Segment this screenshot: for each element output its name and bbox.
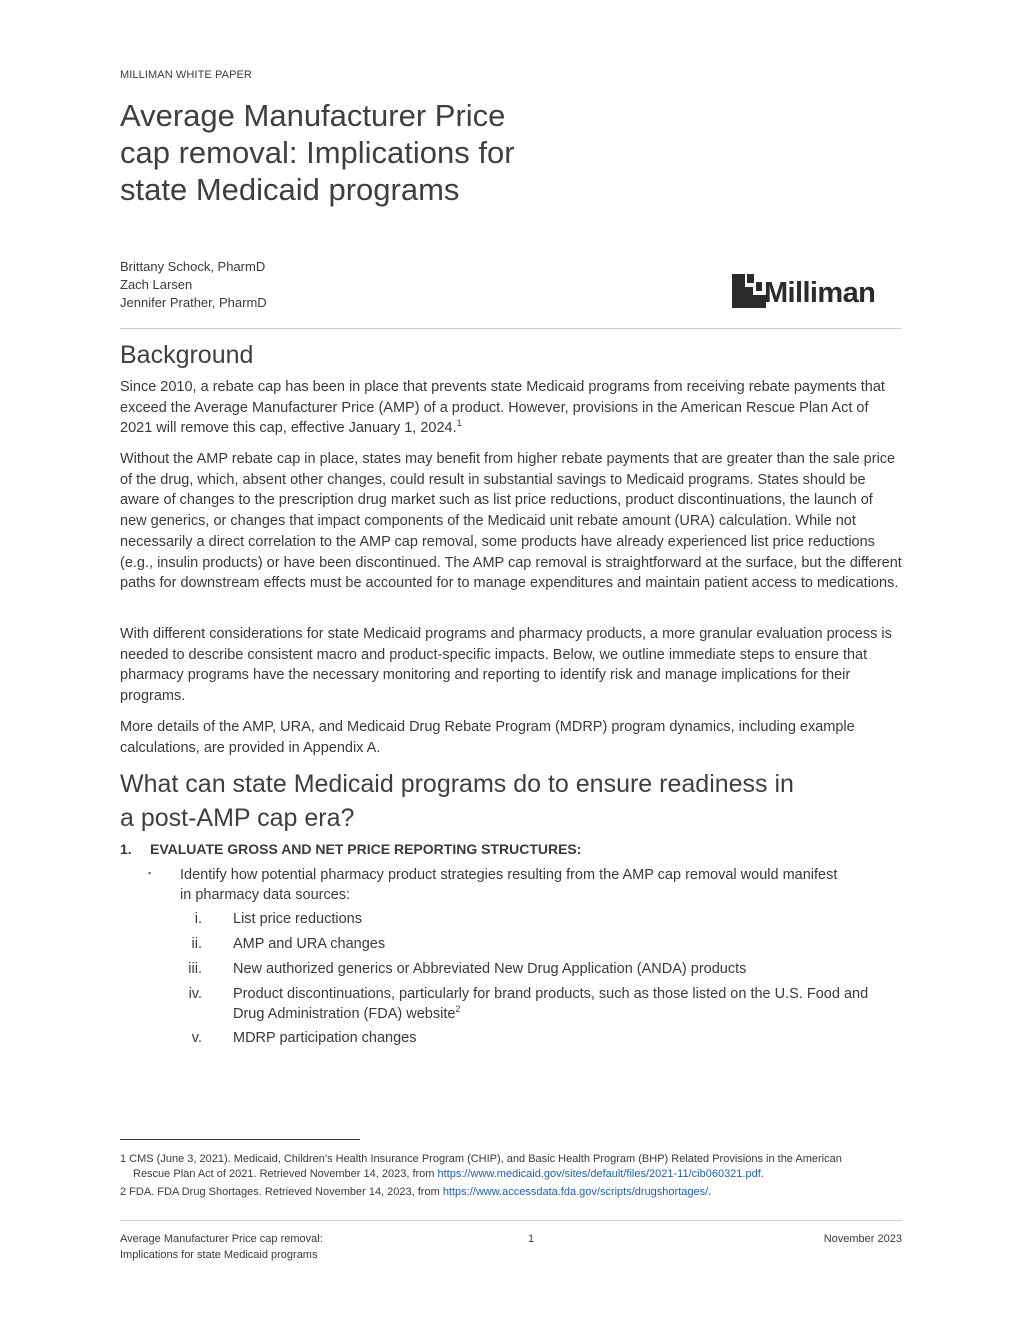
- footnote-text-tail: .: [760, 1168, 764, 1180]
- paragraph: With different considerations for state Medicaid programs and pharmacy products, a more granular evaluation process is needed to describe consistent macro and product-specific impacts. Below, we outline immediate steps to ensure that pharmacy programs have the necessary monitoring and reporting to identify risk and manage implications for their programs.: [120, 626, 892, 705]
- paragraph-text: Since 2010, a rebate cap has been in place that prevents state Medicaid programs from receiving rebate payments that exceed the Average Manufacturer Price (AMP) of a product. However, provisions in the American Rescue Plan Act of 2021 will remove this cap, effective January 1, 2024.: [120, 379, 885, 437]
- list-item-number: iv.: [188, 986, 202, 1002]
- page-number: 1: [528, 1233, 535, 1245]
- list-item-text: [233, 984, 903, 1024]
- bullet-line: in pharmacy data sources:: [180, 887, 351, 903]
- section-heading-background: Background: [120, 341, 254, 369]
- paragraph: [120, 377, 902, 439]
- footnote-text-cont: Rescue Plan Act of 2021. Retrieved November 14, 2023, from: [133, 1168, 438, 1180]
- list-item-number: ii.: [191, 936, 202, 952]
- footer-title-line: Implications for state Medicaid programs: [120, 1249, 318, 1261]
- author-list: [120, 258, 267, 312]
- list-item-text-body: Product discontinuations, particularly for brand products, such as those listed on the U.S. Food and Drug Administration (FDA) website: [233, 986, 869, 1022]
- footnote-text-tail: .: [708, 1186, 712, 1198]
- milliman-logo: [732, 273, 902, 309]
- document-title: [120, 97, 640, 208]
- author-name: Zach Larsen: [120, 277, 193, 292]
- footnote-ref: 2: [455, 1004, 461, 1015]
- document-kicker: MILLIMAN WHITE PAPER: [120, 69, 252, 81]
- paragraph: Without the AMP rebate cap in place, states may benefit from higher rebate payments that are greater than the sale price of the drug, which, absent other changes, could result in substantial savings to Medicaid programs. States should be aware of changes to the prescription drug market such as list price reductions, product discontinuations, the launch of new generics, or changes that impact components of the Medicaid unit rebate amount (URA) calculation. While not necessarily a direct correlation to the AMP cap removal, some products have already experienced list price reductions (e.g., insulin products) or have been discontinued. The AMP cap removal is straightforward at the surface, but the different paths for downstream effects must be accounted for to manage expenditures and maintain patient access to medications.: [120, 451, 902, 592]
- footnote-1: [120, 1152, 902, 1182]
- author-name: Jennifer Prather, PharmD: [120, 295, 267, 310]
- heading-line: a post-AMP cap era?: [120, 804, 355, 832]
- author-name: Brittany Schock, PharmD: [120, 259, 266, 274]
- footnote-2: [120, 1185, 902, 1200]
- footnote-text: 1 CMS (June 3, 2021). Medicaid, Children’s Health Insurance Program (CHIP), and Basic Health Program (BHP) Related Provisions in the American: [120, 1153, 842, 1165]
- footnote-divider: [120, 1139, 360, 1140]
- paragraph: More details of the AMP, URA, and Medicaid Drug Rebate Program (MDRP) program dynamics, including example calculations, are provided in Appendix A.: [120, 719, 855, 756]
- footer-title-line: Average Manufacturer Price cap removal:: [120, 1233, 323, 1245]
- list-item-text: MDRP participation changes: [233, 1030, 417, 1046]
- list-item-text: List price reductions: [233, 911, 362, 927]
- footnote-ref: 1: [456, 418, 462, 429]
- footnote-link[interactable]: https://www.medicaid.gov/sites/default/files/2021-11/cib060321.pdf: [437, 1168, 761, 1180]
- heading-line: What can state Medicaid programs do to ensure readiness in: [120, 770, 794, 798]
- list-item-number: v.: [191, 1030, 202, 1046]
- step-number: 1.: [120, 841, 132, 857]
- bullet-item: [180, 865, 880, 905]
- footnote-link[interactable]: https://www.accessdata.fda.gov/scripts/drugshortages/: [442, 1186, 709, 1198]
- list-item-text: AMP and URA changes: [233, 936, 386, 952]
- bullet-line: Identify how potential pharmacy product strategies resulting from the AMP cap removal would manifest: [180, 867, 838, 883]
- footer-divider: [120, 1220, 902, 1221]
- title-line-2: cap removal: Implications for: [120, 135, 515, 170]
- milliman-logo-mark-icon: [732, 274, 766, 308]
- footnote-text: [120, 1167, 902, 1182]
- title-line-3: state Medicaid programs: [120, 172, 460, 207]
- list-item-text: New authorized generics or Abbreviated New Drug Application (ANDA) products: [233, 961, 747, 977]
- footer-title: [120, 1231, 323, 1263]
- header-divider: [120, 328, 902, 329]
- list-item-number: i.: [194, 911, 202, 927]
- footnote-text: 2 FDA. FDA Drug Shortages. Retrieved November 14, 2023, from: [120, 1186, 443, 1198]
- footer-date: November 2023: [823, 1233, 902, 1245]
- section-heading-readiness: [120, 767, 794, 835]
- milliman-logo-text: Milliman: [764, 277, 876, 309]
- title-line-1: Average Manufacturer Price: [120, 98, 506, 133]
- list-item-number: iii.: [188, 961, 202, 977]
- step-title: EVALUATE GROSS AND NET PRICE REPORTING STRUCTURES:: [150, 841, 582, 857]
- bullet-square-icon: ▪: [148, 868, 152, 878]
